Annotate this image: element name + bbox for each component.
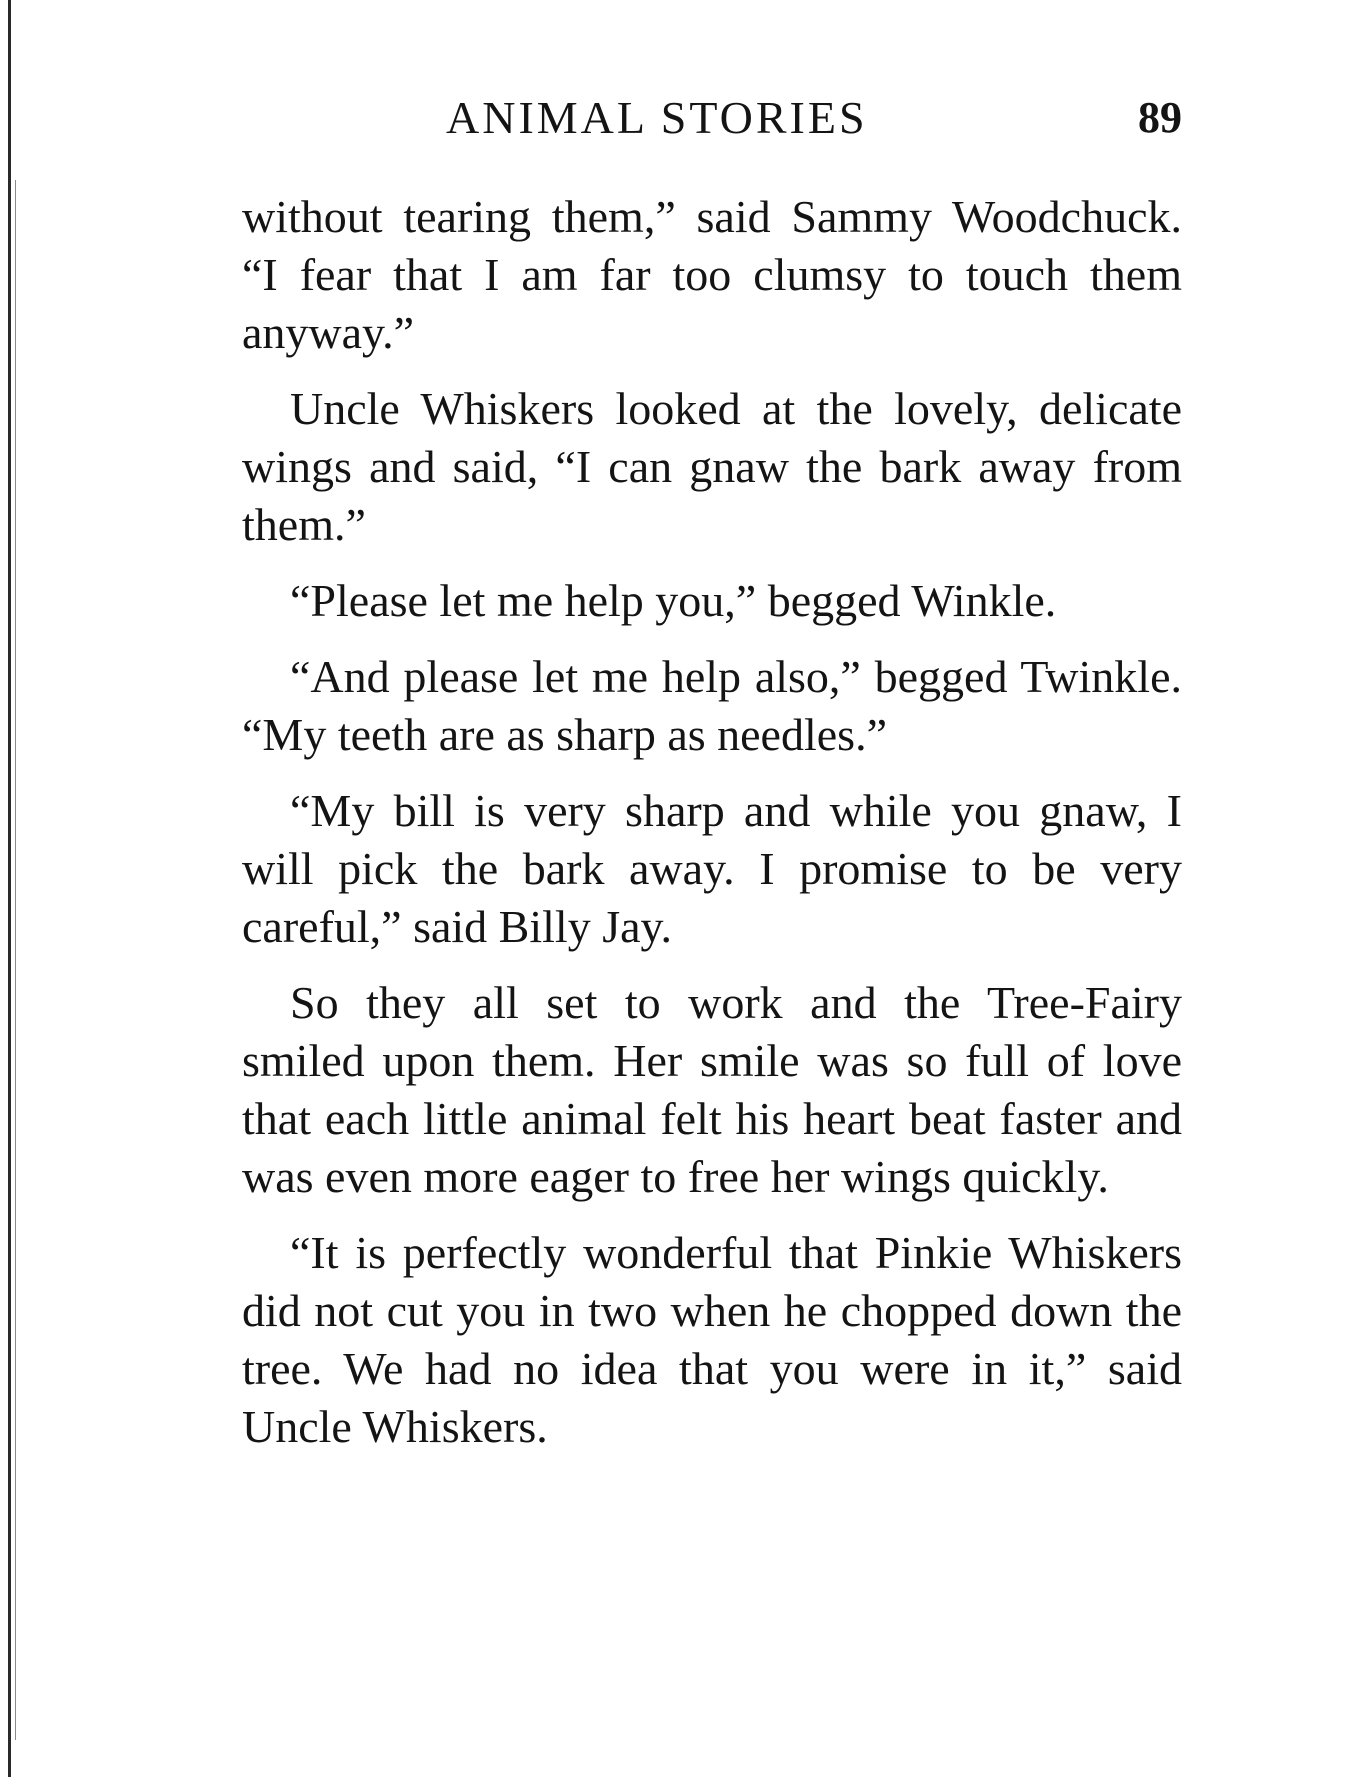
paragraph-5: “My bill is very sharp and while you gnaw, I will pick the bark away. I promise to be very careful,” said Billy Jay. — [242, 785, 1182, 952]
page-binding-edge — [8, 0, 11, 1777]
page-header — [246, 88, 1182, 148]
running-title: ANIMAL STORIES — [446, 92, 868, 143]
paragraph-3: “Please let me help you,” begged Winkle. — [290, 575, 1057, 626]
page-body — [242, 188, 1182, 1474]
page-number: 89 — [1138, 93, 1182, 142]
page-binding-shadow — [15, 180, 16, 1740]
paragraph-1: without tearing them,” said Sammy Woodchuck. “I fear that I am far too clumsy to touch them anyway.” — [242, 191, 1182, 358]
paragraph-4: “And please let me help also,” begged Twinkle. “My teeth are as sharp as needles.” — [242, 651, 1182, 760]
paragraph-7: “It is perfectly wonderful that Pinkie Whiskers did not cut you in two when he chopped down the tree. We had no idea that you were in it,” said Uncle Whiskers. — [242, 1227, 1182, 1452]
paragraph-6: So they all set to work and the Tree-Fairy smiled upon them. Her smile was so full of love that each little animal felt his heart beat faster and was even more eager to free her wings quickly. — [242, 977, 1182, 1202]
paragraph-2: Uncle Whiskers looked at the lovely, delicate wings and said, “I can gnaw the bark away from them.” — [242, 383, 1182, 550]
